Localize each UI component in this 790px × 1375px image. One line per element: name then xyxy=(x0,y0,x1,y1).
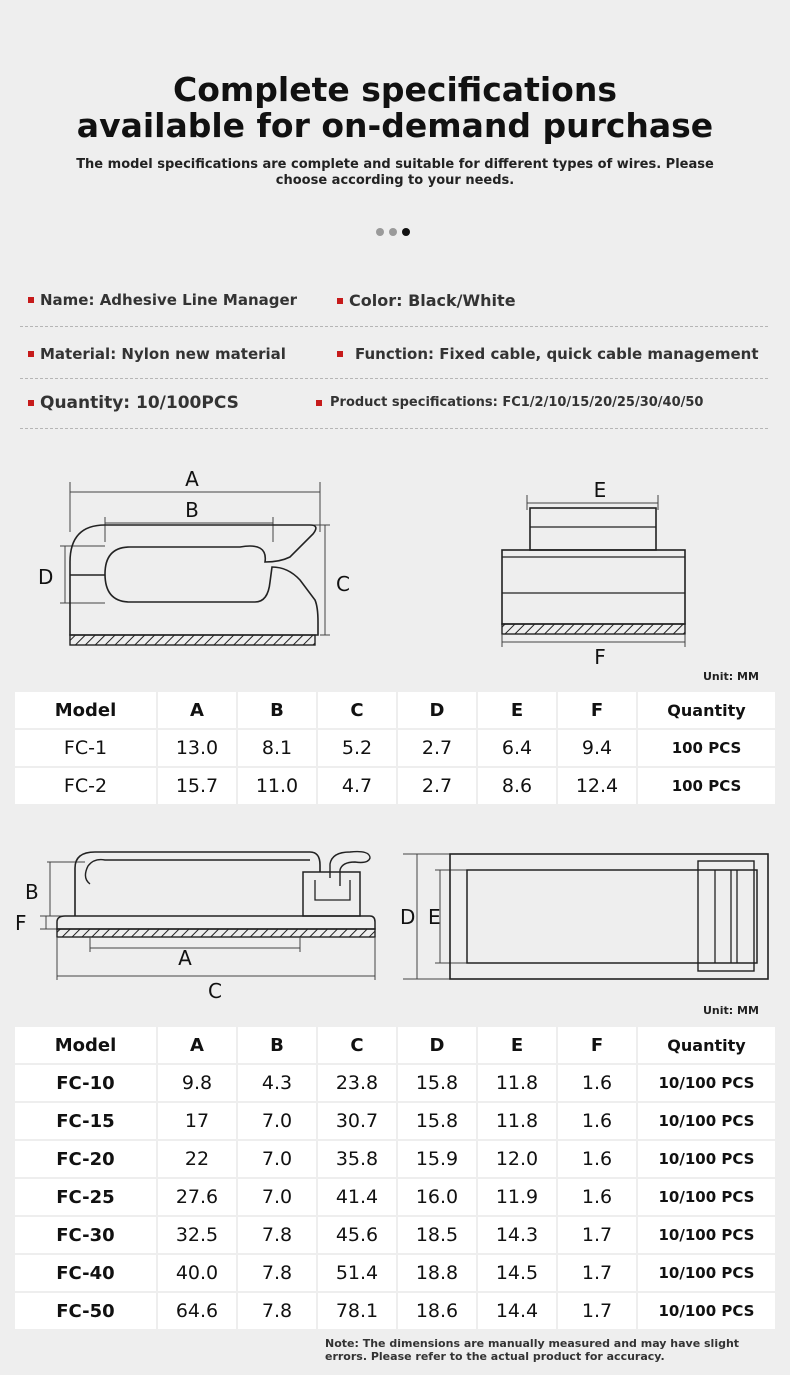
cell-a: 13.0 xyxy=(158,730,238,768)
cell-f: 1.7 xyxy=(558,1217,638,1255)
header-f: F xyxy=(558,692,638,730)
cell-model: FC-10 xyxy=(15,1065,158,1103)
cell-f: 1.7 xyxy=(558,1255,638,1293)
header-quantity: Quantity xyxy=(638,1027,775,1065)
cell-quantity: 100 PCS xyxy=(638,768,775,806)
cell-e: 6.4 xyxy=(478,730,558,768)
cell-f: 1.6 xyxy=(558,1065,638,1103)
bullet-icon xyxy=(337,351,343,357)
cell-a: 32.5 xyxy=(158,1217,238,1255)
cell-b: 7.8 xyxy=(238,1217,318,1255)
cell-a: 17 xyxy=(158,1103,238,1141)
cell-a: 40.0 xyxy=(158,1255,238,1293)
table-row xyxy=(15,1293,775,1331)
cell-d: 18.6 xyxy=(398,1293,478,1331)
cell-f: 1.7 xyxy=(558,1293,638,1331)
cell-quantity: 10/100 PCS xyxy=(638,1255,775,1293)
cell-e: 11.8 xyxy=(478,1103,558,1141)
cell-d: 15.8 xyxy=(398,1065,478,1103)
fc1-side-view-diagram xyxy=(30,462,370,652)
cell-c: 41.4 xyxy=(318,1179,398,1217)
dim-label-f: F xyxy=(594,645,606,669)
header-f: F xyxy=(558,1027,638,1065)
cell-e: 14.5 xyxy=(478,1255,558,1293)
dim-label-f: F xyxy=(15,911,27,935)
cell-c: 78.1 xyxy=(318,1293,398,1331)
cell-e: 11.8 xyxy=(478,1065,558,1103)
spec-name: Name: Adhesive Line Manager xyxy=(28,291,297,309)
header-a: A xyxy=(158,1027,238,1065)
spec-table-fc10-fc50 xyxy=(15,1027,775,1331)
table-row xyxy=(15,1103,775,1141)
cell-e: 8.6 xyxy=(478,768,558,806)
cell-a: 64.6 xyxy=(158,1293,238,1331)
cell-d: 2.7 xyxy=(398,768,478,806)
spec-material: Material: Nylon new material xyxy=(28,345,286,363)
bullet-icon xyxy=(316,400,322,406)
cell-b: 8.1 xyxy=(238,730,318,768)
cell-f: 9.4 xyxy=(558,730,638,768)
carousel-indicator xyxy=(376,228,410,236)
cell-d: 16.0 xyxy=(398,1179,478,1217)
dim-label-c: C xyxy=(208,979,222,1003)
cell-b: 4.3 xyxy=(238,1065,318,1103)
page-subtitle: The model specifications are complete and suitable for different types of wires. Please choose according to your needs. xyxy=(76,157,714,188)
bullet-icon xyxy=(337,298,343,304)
dim-label-a: A xyxy=(185,467,199,491)
cell-b: 7.0 xyxy=(238,1141,318,1179)
table-row xyxy=(15,1217,775,1255)
dim-label-c: C xyxy=(336,572,350,596)
header-c: C xyxy=(318,692,398,730)
carousel-dot[interactable] xyxy=(389,228,397,236)
table-row xyxy=(15,1141,775,1179)
cell-a: 9.8 xyxy=(158,1065,238,1103)
fc10-side-view-diagram xyxy=(10,840,390,1010)
cell-model: FC-50 xyxy=(15,1293,158,1331)
cell-c: 45.6 xyxy=(318,1217,398,1255)
spec-color: Color: Black/White xyxy=(337,291,516,310)
cell-c: 51.4 xyxy=(318,1255,398,1293)
title-line-1: Complete specifications xyxy=(173,70,617,109)
cell-model: FC-40 xyxy=(15,1255,158,1293)
bullet-icon xyxy=(28,400,34,406)
spec-product-specifications: Product specifications: FC1/2/10/15/20/25/30/40/50 xyxy=(316,395,703,410)
cell-f: 1.6 xyxy=(558,1103,638,1141)
dim-label-a: A xyxy=(178,946,192,970)
cell-model: FC-2 xyxy=(15,768,158,806)
cell-e: 14.3 xyxy=(478,1217,558,1255)
carousel-dot[interactable] xyxy=(376,228,384,236)
fc1-front-view-diagram xyxy=(495,475,695,670)
header-e: E xyxy=(478,692,558,730)
table-row xyxy=(15,1255,775,1293)
cell-b: 11.0 xyxy=(238,768,318,806)
header-quantity: Quantity xyxy=(638,692,775,730)
dim-label-b: B xyxy=(25,880,39,904)
dim-label-b: B xyxy=(185,498,199,522)
cell-c: 5.2 xyxy=(318,730,398,768)
spec-divider xyxy=(20,378,768,379)
cell-d: 2.7 xyxy=(398,730,478,768)
carousel-dot-active[interactable] xyxy=(402,228,410,236)
cell-d: 15.9 xyxy=(398,1141,478,1179)
fc10-top-view-diagram xyxy=(395,848,775,988)
table-row xyxy=(15,730,775,768)
header-a: A xyxy=(158,692,238,730)
title-line-2: available for on-demand purchase xyxy=(76,106,714,145)
cell-d: 15.8 xyxy=(398,1103,478,1141)
cell-d: 18.5 xyxy=(398,1217,478,1255)
header-d: D xyxy=(398,692,478,730)
dim-label-e: E xyxy=(593,478,607,502)
bullet-icon xyxy=(28,351,34,357)
cell-d: 18.8 xyxy=(398,1255,478,1293)
cell-quantity: 10/100 PCS xyxy=(638,1293,775,1331)
cell-c: 35.8 xyxy=(318,1141,398,1179)
header-b: B xyxy=(238,692,318,730)
cell-model: FC-1 xyxy=(15,730,158,768)
dim-label-e: E xyxy=(428,905,441,929)
cell-b: 7.8 xyxy=(238,1293,318,1331)
cell-quantity: 10/100 PCS xyxy=(638,1103,775,1141)
cell-e: 12.0 xyxy=(478,1141,558,1179)
spec-divider xyxy=(20,428,768,429)
spec-function: Function: Fixed cable, quick cable management xyxy=(337,345,759,363)
cell-a: 22 xyxy=(158,1141,238,1179)
page-title xyxy=(0,72,790,144)
cell-c: 4.7 xyxy=(318,768,398,806)
cell-e: 14.4 xyxy=(478,1293,558,1331)
cell-f: 1.6 xyxy=(558,1141,638,1179)
cell-quantity: 10/100 PCS xyxy=(638,1065,775,1103)
cell-b: 7.0 xyxy=(238,1179,318,1217)
spec-divider xyxy=(20,326,768,327)
table-header-row xyxy=(15,1027,775,1065)
disclaimer-note: Note: The dimensions are manually measured and may have slight errors. Please refer to the actual product for accuracy. xyxy=(325,1337,740,1363)
cell-model: FC-25 xyxy=(15,1179,158,1217)
header-c: C xyxy=(318,1027,398,1065)
table-row xyxy=(15,1179,775,1217)
cell-quantity: 10/100 PCS xyxy=(638,1179,775,1217)
cell-model: FC-30 xyxy=(15,1217,158,1255)
cell-e: 11.9 xyxy=(478,1179,558,1217)
cell-a: 15.7 xyxy=(158,768,238,806)
unit-label: Unit: MM xyxy=(703,1004,759,1017)
spec-quantity: Quantity: 10/100PCS xyxy=(28,393,239,413)
cell-quantity: 10/100 PCS xyxy=(638,1217,775,1255)
cell-quantity: 10/100 PCS xyxy=(638,1141,775,1179)
cell-model: FC-20 xyxy=(15,1141,158,1179)
header-d: D xyxy=(398,1027,478,1065)
spec-table-fc1-fc2 xyxy=(15,692,775,806)
table-row xyxy=(15,768,775,806)
cell-quantity: 100 PCS xyxy=(638,730,775,768)
cell-c: 30.7 xyxy=(318,1103,398,1141)
cell-b: 7.0 xyxy=(238,1103,318,1141)
cell-a: 27.6 xyxy=(158,1179,238,1217)
dim-label-d: D xyxy=(400,905,416,929)
header-model: Model xyxy=(15,1027,158,1065)
header-model: Model xyxy=(15,692,158,730)
unit-label: Unit: MM xyxy=(703,670,759,683)
header-b: B xyxy=(238,1027,318,1065)
bullet-icon xyxy=(28,297,34,303)
header-e: E xyxy=(478,1027,558,1065)
cell-f: 12.4 xyxy=(558,768,638,806)
table-header-row xyxy=(15,692,775,730)
cell-b: 7.8 xyxy=(238,1255,318,1293)
dim-label-d: D xyxy=(38,565,54,589)
cell-c: 23.8 xyxy=(318,1065,398,1103)
cell-f: 1.6 xyxy=(558,1179,638,1217)
table-row xyxy=(15,1065,775,1103)
cell-model: FC-15 xyxy=(15,1103,158,1141)
